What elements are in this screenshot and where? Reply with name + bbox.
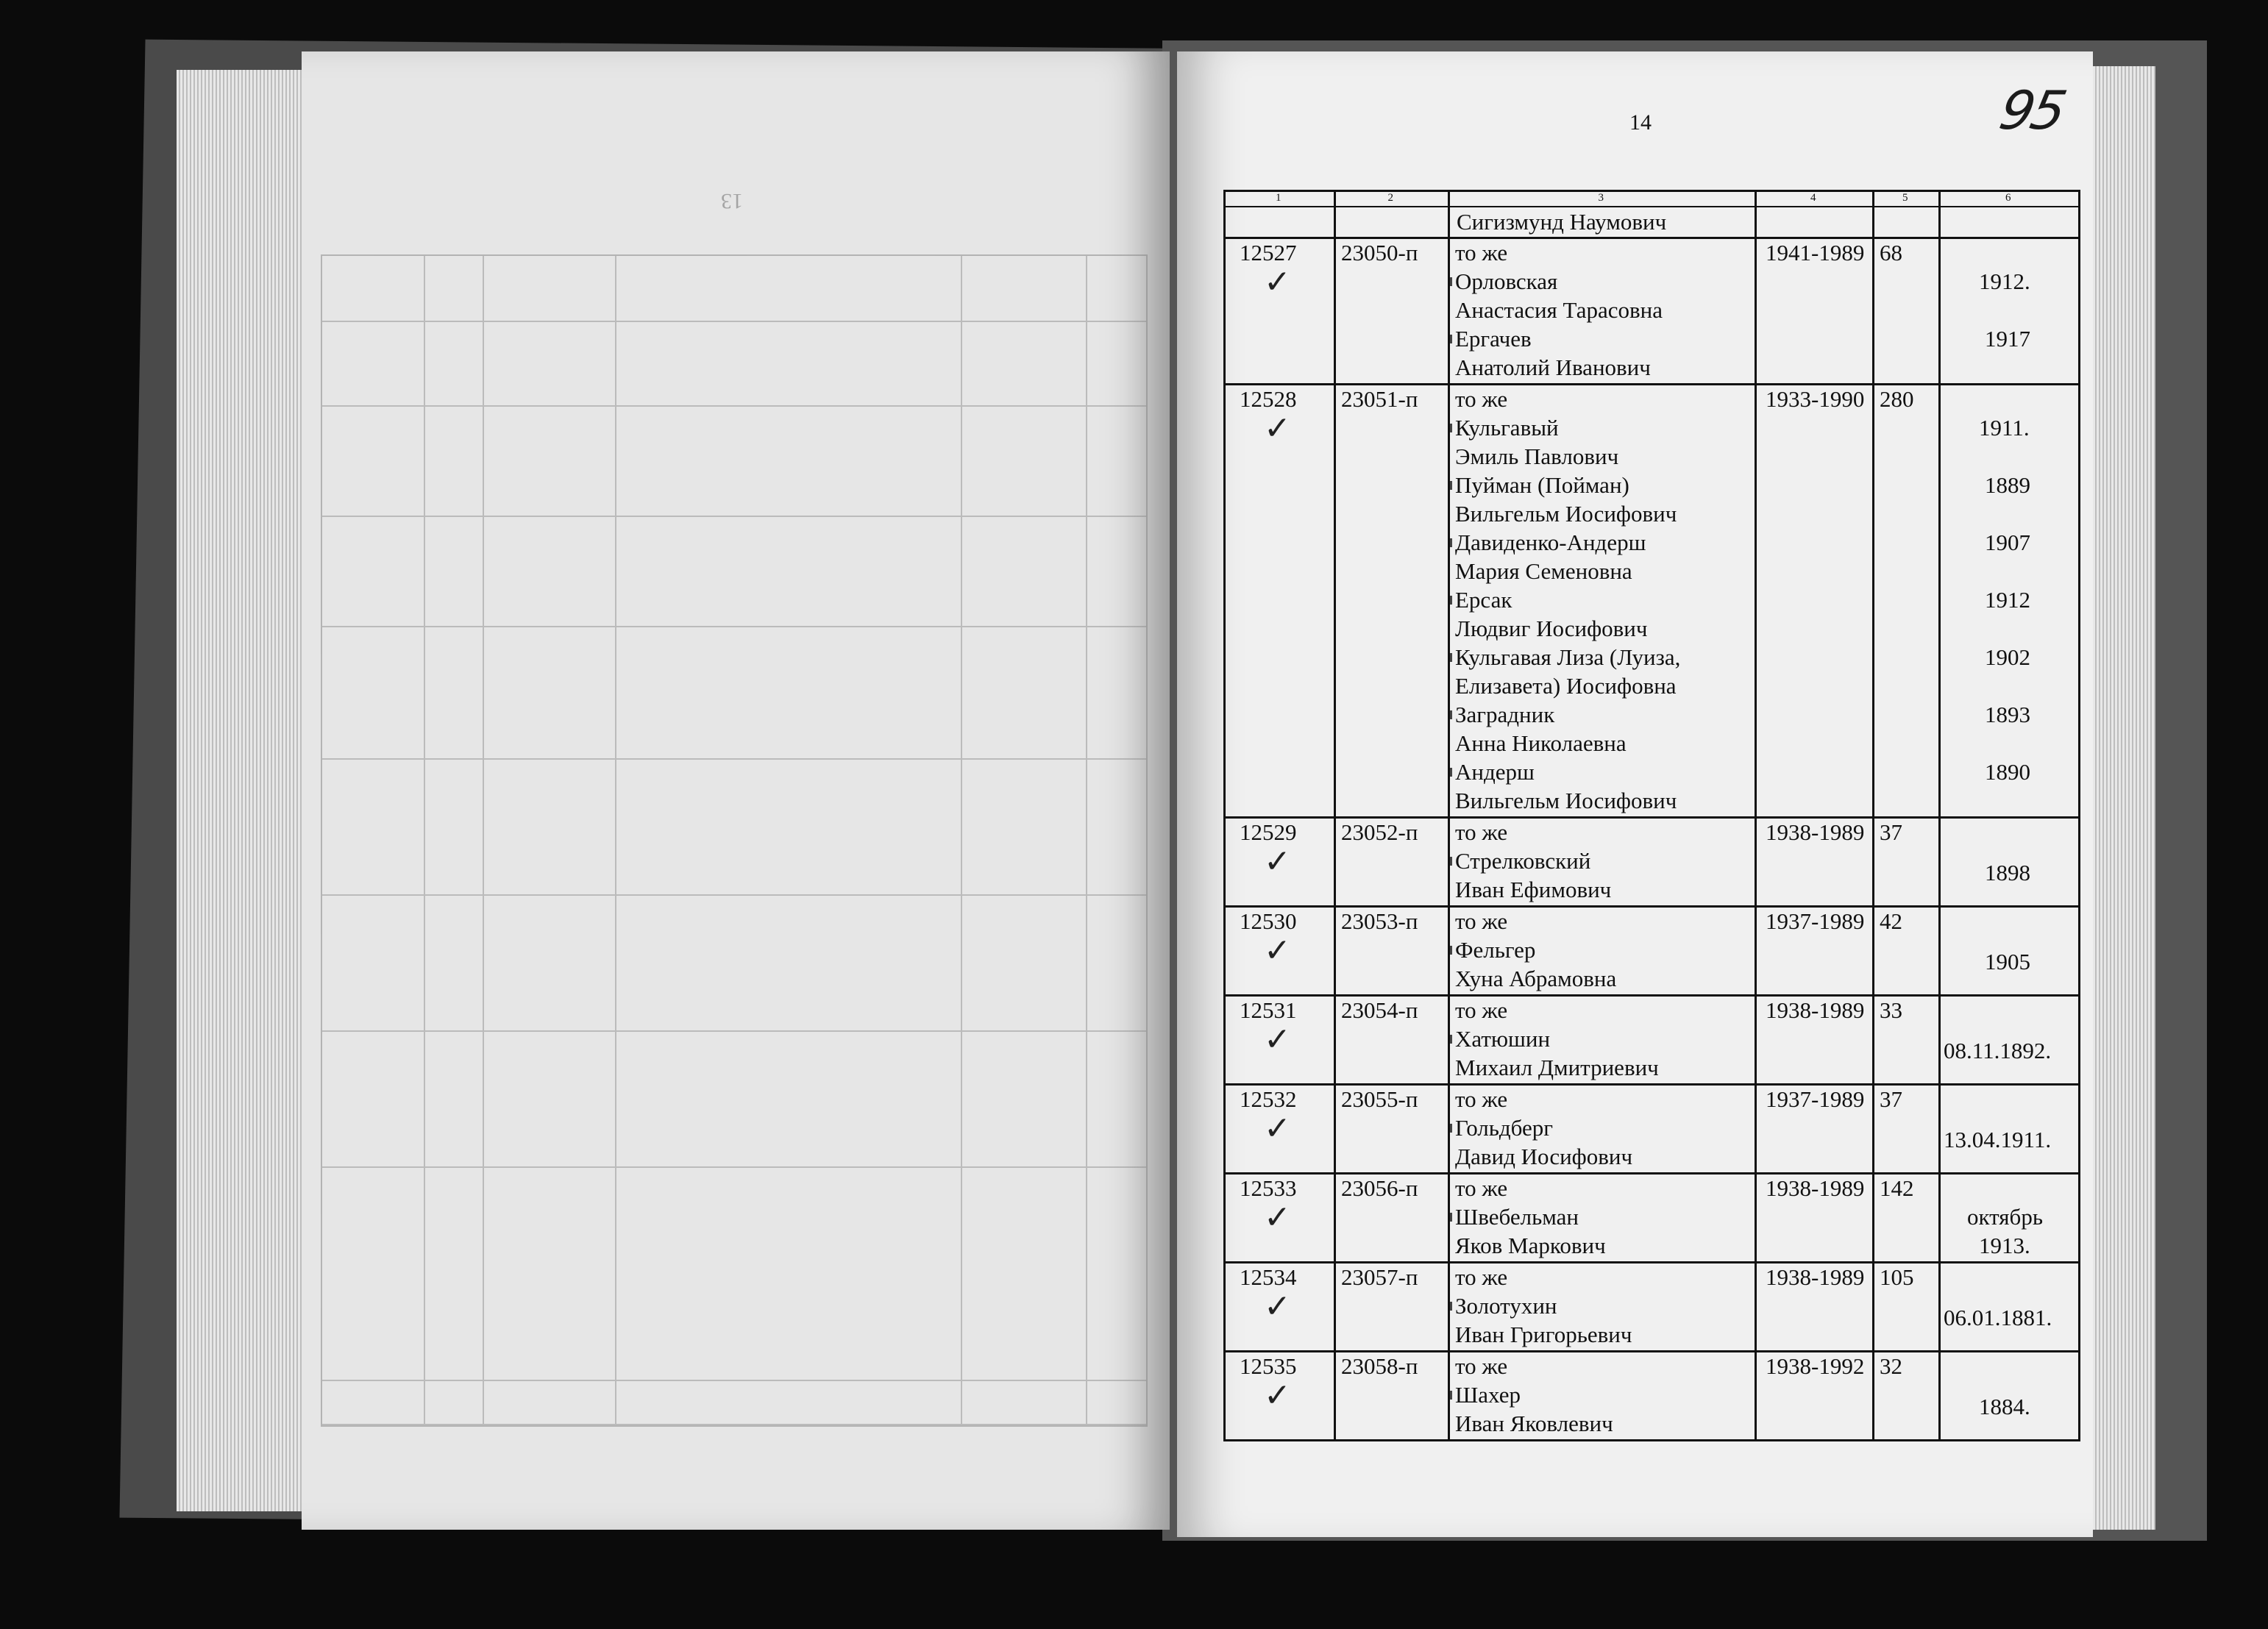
same-as-above: то же [1455, 386, 1508, 412]
person-name: Вильгельм Иосифович [1455, 501, 1677, 527]
same-as-above: то же [1455, 1264, 1508, 1290]
tick-mark [1450, 424, 1452, 432]
sheet-count: 105 [1880, 1264, 1914, 1290]
sheet-count: 32 [1880, 1353, 1902, 1379]
date-range: 1938-1989 [1766, 819, 1865, 845]
record-id: 12531 [1240, 997, 1297, 1023]
birth-date: 1884. [1979, 1394, 2030, 1419]
person-name: Хуна Абрамовна [1455, 966, 1617, 991]
row-rule [1223, 1350, 2078, 1352]
person-name: Анна Николаевна [1455, 730, 1627, 756]
tick-mark [1450, 1213, 1452, 1222]
check-mark-icon: ✓ [1264, 843, 1291, 880]
sheet-count: 142 [1880, 1175, 1914, 1201]
date-range: 1933-1990 [1766, 386, 1865, 412]
birth-date: 1890 [1985, 759, 2030, 785]
birth-date: 1905 [1985, 949, 2030, 974]
person-name: Ергачев [1455, 326, 1532, 352]
record-id: 12527 [1240, 240, 1297, 265]
person-name: Шахер [1455, 1382, 1521, 1408]
same-as-above: то же [1455, 240, 1508, 265]
date-range: 1938-1989 [1766, 1264, 1865, 1290]
tick-mark [1450, 538, 1452, 547]
date-range: 1941-1989 [1766, 240, 1865, 265]
column-number: 5 [1902, 192, 1908, 204]
column-rule [1448, 190, 1450, 1441]
check-mark-icon: ✓ [1264, 1199, 1291, 1236]
case-number: 23053-п [1341, 908, 1418, 934]
date-range: 1937-1989 [1766, 908, 1865, 934]
check-mark-icon: ✓ [1264, 1110, 1291, 1147]
check-mark-icon: ✓ [1264, 1021, 1291, 1058]
person-name: Орловская [1455, 268, 1558, 294]
birth-date: 1911. [1979, 415, 2030, 441]
person-name: Кульгавый [1455, 415, 1559, 441]
tick-mark [1450, 710, 1452, 719]
birth-date: 1917 [1985, 326, 2030, 352]
same-as-above: то же [1455, 819, 1508, 845]
same-as-above: то же [1455, 997, 1508, 1023]
left-page-bleed-through [316, 103, 1155, 1427]
date-range: 1938-1989 [1766, 1175, 1865, 1201]
tick-mark [1450, 653, 1452, 662]
case-number: 23058-п [1341, 1353, 1418, 1379]
birth-date: 1902 [1985, 644, 2030, 670]
column-rule [1223, 190, 1226, 1441]
birth-date: 08.11.1892. [1944, 1038, 2052, 1063]
sheet-count: 68 [1880, 240, 1902, 265]
page-number: 14 [1629, 110, 1652, 135]
case-number: 23052-п [1341, 819, 1418, 845]
tick-mark [1450, 857, 1452, 866]
tick-mark [1450, 768, 1452, 777]
birth-date: 1907 [1985, 530, 2030, 555]
column-rule [1334, 190, 1336, 1441]
row-rule [1223, 1261, 2078, 1263]
handwritten-folio-number: 95 [1994, 79, 2069, 141]
tick-mark [1450, 1302, 1452, 1311]
person-name: Давид Иосифович [1455, 1144, 1633, 1169]
row-rule [1223, 816, 2078, 819]
check-mark-icon: ✓ [1264, 1377, 1291, 1414]
tick-mark [1450, 335, 1452, 343]
person-name: Иван Ефимович [1455, 877, 1612, 902]
tick-mark [1450, 277, 1452, 286]
person-name: Ерсак [1455, 587, 1512, 613]
row-rule [1223, 383, 2078, 385]
case-number: 23050-п [1341, 240, 1418, 265]
person-name: Елизавета) Иосифовна [1455, 673, 1677, 699]
person-name: Михаил Дмитриевич [1455, 1055, 1659, 1080]
page-edges-left [177, 70, 309, 1511]
ghost-page-number: 13 [721, 189, 743, 213]
case-number: 23056-п [1341, 1175, 1418, 1201]
person-name: Швебельман [1455, 1204, 1579, 1230]
person-name: Мария Семеновна [1455, 558, 1632, 584]
tick-mark [1450, 1124, 1452, 1133]
sheet-count: 33 [1880, 997, 1902, 1023]
column-number: 6 [2005, 192, 2011, 204]
header-rule [1223, 206, 2078, 207]
row-rule [1223, 994, 2078, 997]
case-number: 23057-п [1341, 1264, 1418, 1290]
person-name: Стрелковский [1455, 848, 1591, 874]
check-mark-icon: ✓ [1264, 263, 1291, 301]
birth-date: 06.01.1881. [1944, 1305, 2052, 1330]
same-as-above: то же [1455, 908, 1508, 934]
person-name: Яков Маркович [1455, 1233, 1606, 1258]
tick-mark [1450, 946, 1452, 955]
record-id: 12532 [1240, 1086, 1297, 1112]
birth-date: 1889 [1985, 472, 2030, 498]
column-number: 1 [1276, 192, 1281, 204]
row-rule [1223, 1083, 2078, 1086]
case-number: 23051-п [1341, 386, 1418, 412]
person-name: Андерш [1455, 759, 1535, 785]
date-range: 1938-1989 [1766, 997, 1865, 1023]
person-name: Гольдберг [1455, 1115, 1554, 1141]
ghost-table [321, 254, 1148, 1427]
person-name: Анастасия Тарасовна [1455, 297, 1663, 323]
birth-date: 1912 [1985, 587, 2030, 613]
person-name: Анатолий Иванович [1455, 354, 1651, 380]
person-name: Фельгер [1455, 937, 1536, 963]
same-as-above: то же [1455, 1175, 1508, 1201]
sheet-count: 37 [1880, 1086, 1902, 1112]
table-top-rule [1223, 190, 2078, 192]
row-rule [1223, 1439, 2078, 1441]
person-name: Иван Яковлевич [1455, 1411, 1613, 1436]
person-name: Пуйман (Пойман) [1455, 472, 1629, 498]
record-id: 12534 [1240, 1264, 1297, 1290]
sheet-count: 37 [1880, 819, 1902, 845]
person-name: Золотухин [1455, 1293, 1557, 1319]
birth-date: 1912. [1979, 268, 2030, 294]
column-rule [1755, 190, 1757, 1441]
birth-date: 1893 [1985, 702, 2030, 727]
column-number: 2 [1387, 192, 1393, 204]
date-range: 1937-1989 [1766, 1086, 1865, 1112]
person-name: Хатюшин [1455, 1026, 1551, 1052]
continuation-name: Сигизмунд Наумович [1457, 209, 1667, 235]
tick-mark [1450, 596, 1452, 605]
sheet-count: 280 [1880, 386, 1914, 412]
person-name: Давиденко-Андерш [1455, 530, 1646, 555]
column-rule [2078, 190, 2080, 1441]
person-name: Вильгельм Иосифович [1455, 788, 1677, 813]
row-rule [1223, 1172, 2078, 1174]
date-range: 1938-1992 [1766, 1353, 1865, 1379]
check-mark-icon: ✓ [1264, 410, 1291, 447]
check-mark-icon: ✓ [1264, 1288, 1291, 1325]
tick-mark [1450, 1035, 1452, 1044]
column-rule [1938, 190, 1941, 1441]
record-id: 12535 [1240, 1353, 1297, 1379]
birth-date: октябрь [1967, 1204, 2043, 1230]
record-id: 12530 [1240, 908, 1297, 934]
record-id: 12528 [1240, 386, 1297, 412]
person-name: Заградник [1455, 702, 1555, 727]
row-rule [1223, 237, 2078, 239]
same-as-above: то же [1455, 1353, 1508, 1379]
column-number: 3 [1598, 192, 1604, 204]
record-id: 12529 [1240, 819, 1297, 845]
case-number: 23055-п [1341, 1086, 1418, 1112]
column-number: 4 [1810, 192, 1816, 204]
person-name: Эмиль Павлович [1455, 443, 1619, 469]
tick-mark [1450, 481, 1452, 490]
birth-date: 1898 [1985, 860, 2030, 885]
tick-mark [1450, 1391, 1452, 1400]
check-mark-icon: ✓ [1264, 932, 1291, 969]
person-name: Кульгавая Лиза (Луиза, [1455, 644, 1681, 670]
birth-date: 13.04.1911. [1944, 1127, 2052, 1152]
same-as-above: то же [1455, 1086, 1508, 1112]
birth-date: 1913. [1979, 1233, 2030, 1258]
sheet-count: 42 [1880, 908, 1902, 934]
person-name: Иван Григорьевич [1455, 1322, 1632, 1347]
row-rule [1223, 905, 2078, 908]
person-name: Людвиг Иосифович [1455, 616, 1648, 641]
record-id: 12533 [1240, 1175, 1297, 1201]
case-number: 23054-п [1341, 997, 1418, 1023]
column-rule [1872, 190, 1874, 1441]
